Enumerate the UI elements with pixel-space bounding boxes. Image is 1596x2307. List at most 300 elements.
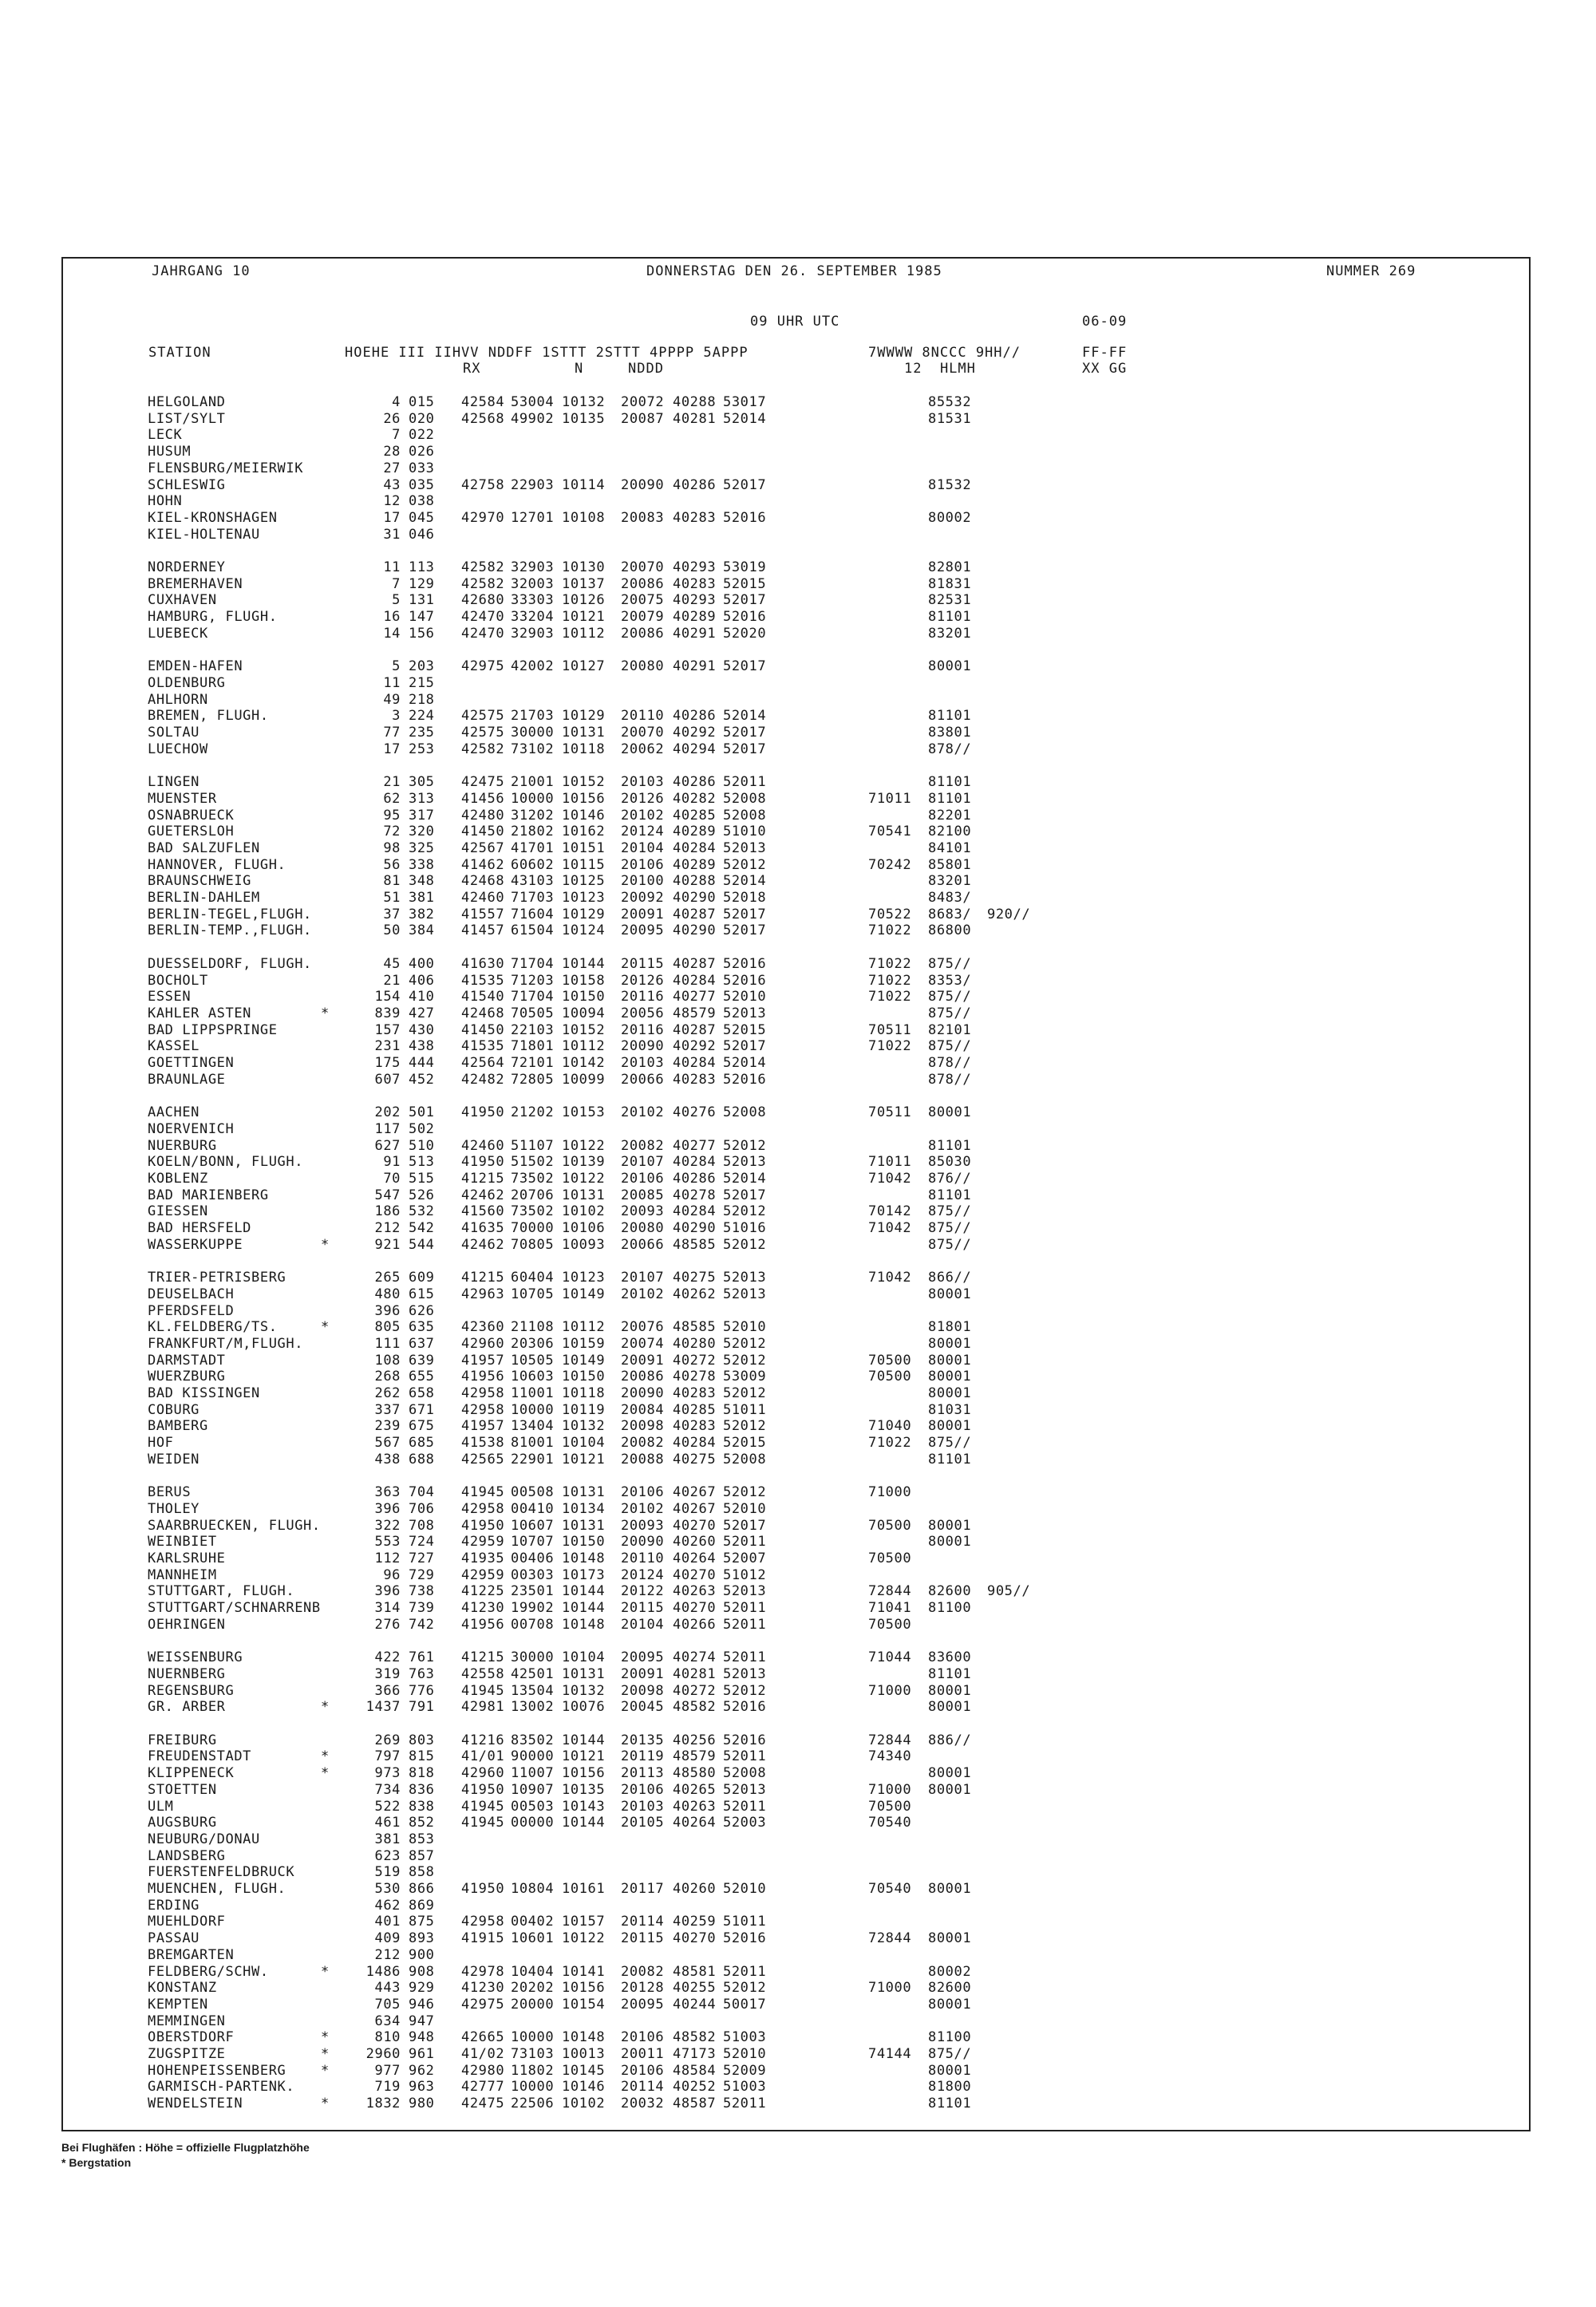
- synop-group: 52016: [723, 956, 767, 972]
- synop-group: 41950: [461, 1881, 505, 1897]
- station-index: 452: [409, 1072, 435, 1088]
- synop-group: 40267: [673, 1484, 717, 1500]
- station-elevation: 37: [383, 907, 401, 922]
- synop-group: 20116: [621, 1022, 665, 1038]
- synop-group: 40277: [673, 1138, 717, 1154]
- synop-group: 10115: [562, 857, 606, 873]
- station-index: 900: [409, 1947, 435, 1963]
- station-row: [0, 1848, 1596, 1864]
- synop-group: 10404: [511, 1964, 555, 1980]
- synop-group: 20086: [621, 576, 665, 592]
- station-row: [0, 658, 1596, 674]
- station-index: 510: [409, 1138, 435, 1154]
- station-row: [0, 1270, 1596, 1286]
- cloud-group: 81101: [928, 774, 972, 790]
- synop-group: 40264: [673, 1551, 717, 1566]
- station-index: 739: [409, 1600, 435, 1616]
- station-index: 430: [409, 1022, 435, 1038]
- station-index: 045: [409, 510, 435, 526]
- station-elevation: 111: [374, 1336, 401, 1352]
- cloud-group: 85801: [928, 857, 972, 873]
- synop-group: 40281: [673, 1666, 717, 1682]
- synop-group: 41957: [461, 1353, 505, 1369]
- synop-group: 20128: [621, 1980, 665, 1996]
- station-row: [0, 1815, 1596, 1831]
- station-row: [0, 1038, 1596, 1054]
- synop-group: 10118: [562, 741, 606, 757]
- cloud-group: 81101: [928, 609, 972, 625]
- synop-group: 20100: [621, 873, 665, 889]
- synop-group: 42975: [461, 1997, 505, 2013]
- synop-group: 51107: [511, 1138, 555, 1154]
- station-elevation: 14: [383, 626, 401, 642]
- station-elevation: 438: [374, 1452, 401, 1468]
- station-row: [0, 873, 1596, 889]
- synop-group: 53019: [723, 559, 767, 575]
- station-index: 637: [409, 1336, 435, 1352]
- synop-group: 41557: [461, 907, 505, 922]
- station-row: [0, 1203, 1596, 1219]
- station-index: 113: [409, 559, 435, 575]
- synop-group: 43103: [511, 873, 555, 889]
- synop-group: 41538: [461, 1435, 505, 1451]
- synop-group: 41/01: [461, 1748, 505, 1764]
- weather-group: 70242: [868, 857, 912, 873]
- station-index: 818: [409, 1765, 435, 1781]
- synop-group: 40286: [673, 708, 717, 724]
- station-name: LINGEN: [148, 774, 200, 790]
- synop-group: 40277: [673, 989, 717, 1005]
- synop-group: 10000: [511, 791, 555, 807]
- synop-group: 10705: [511, 1286, 555, 1302]
- synop-group: 42958: [461, 1402, 505, 1418]
- synop-group: 20106: [621, 2063, 665, 2079]
- station-elevation: 50: [383, 922, 401, 938]
- mountain-station-marker: *: [321, 1964, 330, 1980]
- synop-group: 20104: [621, 840, 665, 856]
- synop-group: 10144: [562, 1583, 606, 1599]
- station-index: 738: [409, 1583, 435, 1599]
- synop-group: 20074: [621, 1336, 665, 1352]
- synop-group: 52010: [723, 2046, 767, 2062]
- synop-group: 10148: [562, 1551, 606, 1566]
- synop-group: 20070: [621, 725, 665, 741]
- synop-group: 40285: [673, 1402, 717, 1418]
- synop-group: 21802: [511, 824, 555, 839]
- synop-group: 20066: [621, 1072, 665, 1088]
- synop-group: 20080: [621, 658, 665, 674]
- station-index: 444: [409, 1055, 435, 1071]
- synop-group: 20114: [621, 1914, 665, 1930]
- synop-group: 10153: [562, 1104, 606, 1120]
- station-row: [0, 1138, 1596, 1154]
- station-row: [0, 2096, 1596, 2111]
- synop-group: 10144: [562, 1600, 606, 1616]
- synop-group: 20135: [621, 1732, 665, 1748]
- synop-group: 20090: [621, 1038, 665, 1054]
- station-index: 035: [409, 477, 435, 493]
- station-index: 791: [409, 1699, 435, 1715]
- station-row: [0, 1898, 1596, 1914]
- mountain-station-marker: *: [321, 2029, 330, 2045]
- station-index: 033: [409, 460, 435, 476]
- synop-group: 20084: [621, 1402, 665, 1418]
- station-name: BAMBERG: [148, 1418, 208, 1434]
- station-row: [0, 1452, 1596, 1468]
- synop-group: 71704: [511, 989, 555, 1005]
- station-elevation: 522: [374, 1799, 401, 1815]
- station-row: [0, 1187, 1596, 1203]
- station-elevation: 4: [392, 394, 401, 410]
- weather-group: 71042: [868, 1270, 912, 1286]
- station-index: 129: [409, 576, 435, 592]
- station-row: [0, 1055, 1596, 1071]
- synop-group: 40284: [673, 1203, 717, 1219]
- synop-group: 52010: [723, 989, 767, 1005]
- station-name: NUERBURG: [148, 1138, 217, 1154]
- station-index: 688: [409, 1452, 435, 1468]
- synop-group: 20116: [621, 989, 665, 1005]
- synop-group: 52016: [723, 1732, 767, 1748]
- weather-group: 71042: [868, 1220, 912, 1236]
- synop-group: 20126: [621, 973, 665, 989]
- station-row: [0, 989, 1596, 1005]
- cloud-group: 81831: [928, 576, 972, 592]
- synop-group: 20114: [621, 2079, 665, 2095]
- synop-group: 42475: [461, 2096, 505, 2111]
- cloud-group: 8483/: [928, 890, 972, 906]
- station-index: 156: [409, 626, 435, 642]
- synop-group: 20103: [621, 1055, 665, 1071]
- cloud-group: 81801: [928, 1319, 972, 1335]
- station-name: HANNOVER, FLUGH.: [148, 857, 286, 873]
- weather-group: 70500: [868, 1799, 912, 1815]
- synop-group: 20124: [621, 1567, 665, 1583]
- synop-group: 52008: [723, 808, 767, 824]
- station-elevation: 1832: [365, 2096, 401, 2111]
- station-name: OBERSTDORF: [148, 2029, 235, 2045]
- station-name: DARMSTADT: [148, 1353, 226, 1369]
- station-index: 858: [409, 1864, 435, 1880]
- cloud-group: 80001: [928, 1418, 972, 1434]
- synop-group: 10131: [562, 1518, 606, 1534]
- station-elevation: 623: [374, 1848, 401, 1864]
- synop-group: 40292: [673, 725, 717, 741]
- weather-group: 71022: [868, 989, 912, 1005]
- synop-group: 40260: [673, 1881, 717, 1897]
- synop-group: 52012: [723, 857, 767, 873]
- station-row: [0, 741, 1596, 757]
- station-name: GIESSEN: [148, 1203, 208, 1219]
- synop-group: 40275: [673, 1270, 717, 1286]
- synop-group: 51016: [723, 1220, 767, 1236]
- synop-group: 51010: [723, 824, 767, 839]
- station-elevation: 45: [383, 956, 401, 972]
- station-row: [0, 444, 1596, 460]
- station-elevation: 26: [383, 411, 401, 427]
- station-name: WEISSENBURG: [148, 1649, 243, 1665]
- station-elevation: 98: [383, 840, 401, 856]
- footnote-mountain-station: * Bergstation: [61, 2156, 132, 2169]
- station-index: 313: [409, 791, 435, 807]
- synop-group: 52010: [723, 1319, 767, 1335]
- station-row: [0, 973, 1596, 989]
- synop-group: 20122: [621, 1583, 665, 1599]
- synop-group: 42480: [461, 808, 505, 824]
- station-name: HUSUM: [148, 444, 192, 460]
- synop-group: 10112: [562, 1038, 606, 1054]
- station-name: OEHRINGEN: [148, 1617, 226, 1633]
- weather-group: 72844: [868, 1583, 912, 1599]
- synop-group: 52016: [723, 1699, 767, 1715]
- synop-group: 20107: [621, 1270, 665, 1286]
- station-name: BERUS: [148, 1484, 192, 1500]
- station-row: [0, 460, 1596, 476]
- station-row: [0, 890, 1596, 906]
- station-index: 544: [409, 1237, 435, 1253]
- station-row: [0, 824, 1596, 839]
- mountain-station-marker: *: [321, 1237, 330, 1253]
- station-index: 675: [409, 1418, 435, 1434]
- synop-group: 52008: [723, 1104, 767, 1120]
- synop-group: 10124: [562, 922, 606, 938]
- station-row: [0, 1534, 1596, 1550]
- synop-group: 40244: [673, 1997, 717, 2013]
- station-elevation: 396: [374, 1583, 401, 1599]
- station-name: AHLHORN: [148, 692, 208, 708]
- issue-number: NUMMER 269: [1326, 263, 1416, 279]
- synop-group: 40255: [673, 1980, 717, 1996]
- synop-group: 52017: [723, 1518, 767, 1534]
- synop-group: 40293: [673, 592, 717, 608]
- cloud-group: 81101: [928, 2096, 972, 2111]
- synop-group: 20095: [621, 1649, 665, 1665]
- synop-group: 10143: [562, 1799, 606, 1815]
- synop-group: 52017: [723, 741, 767, 757]
- synop-group: 52018: [723, 890, 767, 906]
- synop-group: 48582: [673, 2029, 717, 2045]
- synop-group: 52013: [723, 1666, 767, 1682]
- synop-group: 52014: [723, 1171, 767, 1187]
- synop-group: 20000: [511, 1997, 555, 2013]
- synop-group: 41456: [461, 791, 505, 807]
- synop-group: 52008: [723, 1765, 767, 1781]
- station-elevation: 11: [383, 559, 401, 575]
- cloud-group: 875//: [928, 956, 972, 972]
- station-name: BERLIN-TEGEL,FLUGH.: [148, 907, 312, 922]
- station-elevation: 396: [374, 1501, 401, 1517]
- station-elevation: 62: [383, 791, 401, 807]
- synop-group: 52011: [723, 774, 767, 790]
- synop-group: 20105: [621, 1815, 665, 1831]
- station-elevation: 16: [383, 609, 401, 625]
- synop-group: 31202: [511, 808, 555, 824]
- weather-group: 71000: [868, 1683, 912, 1699]
- synop-group: 42468: [461, 1005, 505, 1021]
- station-elevation: 480: [374, 1286, 401, 1302]
- station-index: 815: [409, 1748, 435, 1764]
- synop-group: 10000: [511, 2029, 555, 2045]
- synop-group: 20082: [621, 1964, 665, 1980]
- station-index: 253: [409, 741, 435, 757]
- synop-group: 30000: [511, 725, 555, 741]
- station-name: KAHLER ASTEN: [148, 1005, 252, 1021]
- station-name: BERLIN-TEMP.,FLUGH.: [148, 922, 312, 938]
- station-row: [0, 1418, 1596, 1434]
- station-index: 961: [409, 2046, 435, 2062]
- synop-group: 10000: [511, 1402, 555, 1418]
- cloud-group: 83201: [928, 873, 972, 889]
- cloud-group: 878//: [928, 741, 972, 757]
- synop-group: 40286: [673, 477, 717, 493]
- station-elevation: 519: [374, 1864, 401, 1880]
- station-index: 015: [409, 394, 435, 410]
- cloud-group: 82100: [928, 824, 972, 839]
- station-elevation: 607: [374, 1072, 401, 1088]
- cloud-group: 82600: [928, 1980, 972, 1996]
- synop-group: 20011: [621, 2046, 665, 2062]
- cloud-group: 80001: [928, 1369, 972, 1385]
- synop-group: 40278: [673, 1187, 717, 1203]
- synop-group: 10139: [562, 1154, 606, 1170]
- synop-group: 42960: [461, 1765, 505, 1781]
- synop-group: 20090: [621, 477, 665, 493]
- synop-group: 40291: [673, 658, 717, 674]
- station-row: [0, 675, 1596, 691]
- synop-group: 42565: [461, 1452, 505, 1468]
- synop-group: 10162: [562, 824, 606, 839]
- synop-group: 10144: [562, 1732, 606, 1748]
- station-row: [0, 1402, 1596, 1418]
- synop-group: 40266: [673, 1617, 717, 1633]
- synop-group: 00406: [511, 1551, 555, 1566]
- synop-group: 40259: [673, 1914, 717, 1930]
- station-index: 724: [409, 1534, 435, 1550]
- gust-subheader: XX GG: [1082, 361, 1128, 377]
- synop-group: 52013: [723, 1154, 767, 1170]
- weather-group: 71042: [868, 1171, 912, 1187]
- station-row: [0, 1881, 1596, 1897]
- nddd-subheader: NDDD: [628, 361, 664, 377]
- station-name: OSNABRUECK: [148, 808, 235, 824]
- station-index: 348: [409, 873, 435, 889]
- synop-group: 20086: [621, 1369, 665, 1385]
- station-elevation: 1437: [365, 1699, 401, 1715]
- station-index: 532: [409, 1203, 435, 1219]
- synop-group: 10121: [562, 609, 606, 625]
- cloud-group: 80001: [928, 1336, 972, 1352]
- synop-group: 20076: [621, 1319, 665, 1335]
- mountain-station-marker: *: [321, 2096, 330, 2111]
- synop-group: 40293: [673, 559, 717, 575]
- weather-group: 70511: [868, 1022, 912, 1038]
- synop-group: 42975: [461, 658, 505, 674]
- synop-group: 41215: [461, 1171, 505, 1187]
- station-row: [0, 510, 1596, 526]
- cloud-group: 866//: [928, 1270, 972, 1286]
- synop-group: 48581: [673, 1964, 717, 1980]
- station-row: [0, 2029, 1596, 2045]
- synop-group: 10144: [562, 956, 606, 972]
- station-row: [0, 477, 1596, 493]
- station-row: [0, 1022, 1596, 1038]
- synop-group: 22506: [511, 2096, 555, 2111]
- station-row: [0, 1997, 1596, 2013]
- station-index: 320: [409, 824, 435, 839]
- station-index: 727: [409, 1551, 435, 1566]
- station-index: 706: [409, 1501, 435, 1517]
- station-name: BRAUNLAGE: [148, 1072, 226, 1088]
- synop-group: 40284: [673, 1154, 717, 1170]
- station-row: [0, 1286, 1596, 1302]
- cloud-group: 85030: [928, 1154, 972, 1170]
- station-name: MUEHLDORF: [148, 1914, 226, 1930]
- synop-group: 51012: [723, 1567, 767, 1583]
- synop-group: 10094: [562, 1005, 606, 1021]
- height-group: 905//: [987, 1583, 1031, 1599]
- synop-group: 10121: [562, 1748, 606, 1764]
- synop-group: 40287: [673, 907, 717, 922]
- synop-group: 41635: [461, 1220, 505, 1236]
- station-name: AUGSBURG: [148, 1815, 217, 1831]
- synop-group: 41215: [461, 1270, 505, 1286]
- station-elevation: 70: [383, 1171, 401, 1187]
- weather-column-header: 7WWWW 8NCCC 9HH//: [868, 345, 1021, 361]
- station-index: 761: [409, 1649, 435, 1665]
- station-index: 022: [409, 427, 435, 443]
- cloud-group: 80001: [928, 1518, 972, 1534]
- station-row: [0, 1914, 1596, 1930]
- station-elevation: 56: [383, 857, 401, 873]
- synop-group: 52008: [723, 791, 767, 807]
- synop-group: 40274: [673, 1649, 717, 1665]
- station-name: KASSEL: [148, 1038, 200, 1054]
- station-row: [0, 626, 1596, 642]
- synop-group: 48585: [673, 1237, 717, 1253]
- synop-group: 40278: [673, 1369, 717, 1385]
- station-index: 384: [409, 922, 435, 938]
- station-name: KONSTANZ: [148, 1980, 217, 1996]
- weather-group: 71022: [868, 1038, 912, 1054]
- synop-group: 20106: [621, 2029, 665, 2045]
- synop-group: 20106: [621, 1484, 665, 1500]
- synop-group: 49902: [511, 411, 555, 427]
- cloud-group: 81031: [928, 1402, 972, 1418]
- station-name: OLDENBURG: [148, 675, 226, 691]
- station-index: 215: [409, 675, 435, 691]
- synop-group: 53009: [723, 1369, 767, 1385]
- station-index: 515: [409, 1171, 435, 1187]
- station-elevation: 1486: [365, 1964, 401, 1980]
- cloud-group: 81800: [928, 2079, 972, 2095]
- station-row: [0, 725, 1596, 741]
- synop-group: 51003: [723, 2079, 767, 2095]
- cloud-group: 80001: [928, 2063, 972, 2079]
- synop-group: 52017: [723, 658, 767, 674]
- synop-group: 48585: [673, 1319, 717, 1335]
- station-elevation: 973: [374, 1765, 401, 1781]
- synop-group: 52003: [723, 1815, 767, 1831]
- station-name: PFERDSFELD: [148, 1303, 235, 1319]
- station-elevation: 154: [374, 989, 401, 1005]
- cloud-group: 81101: [928, 1452, 972, 1468]
- synop-group: 40288: [673, 873, 717, 889]
- synop-group: 10122: [562, 1930, 606, 1946]
- station-name: BREMEN, FLUGH.: [148, 708, 269, 724]
- synop-group: 10125: [562, 873, 606, 889]
- synop-group: 40270: [673, 1518, 717, 1534]
- synop-group: 20102: [621, 1286, 665, 1302]
